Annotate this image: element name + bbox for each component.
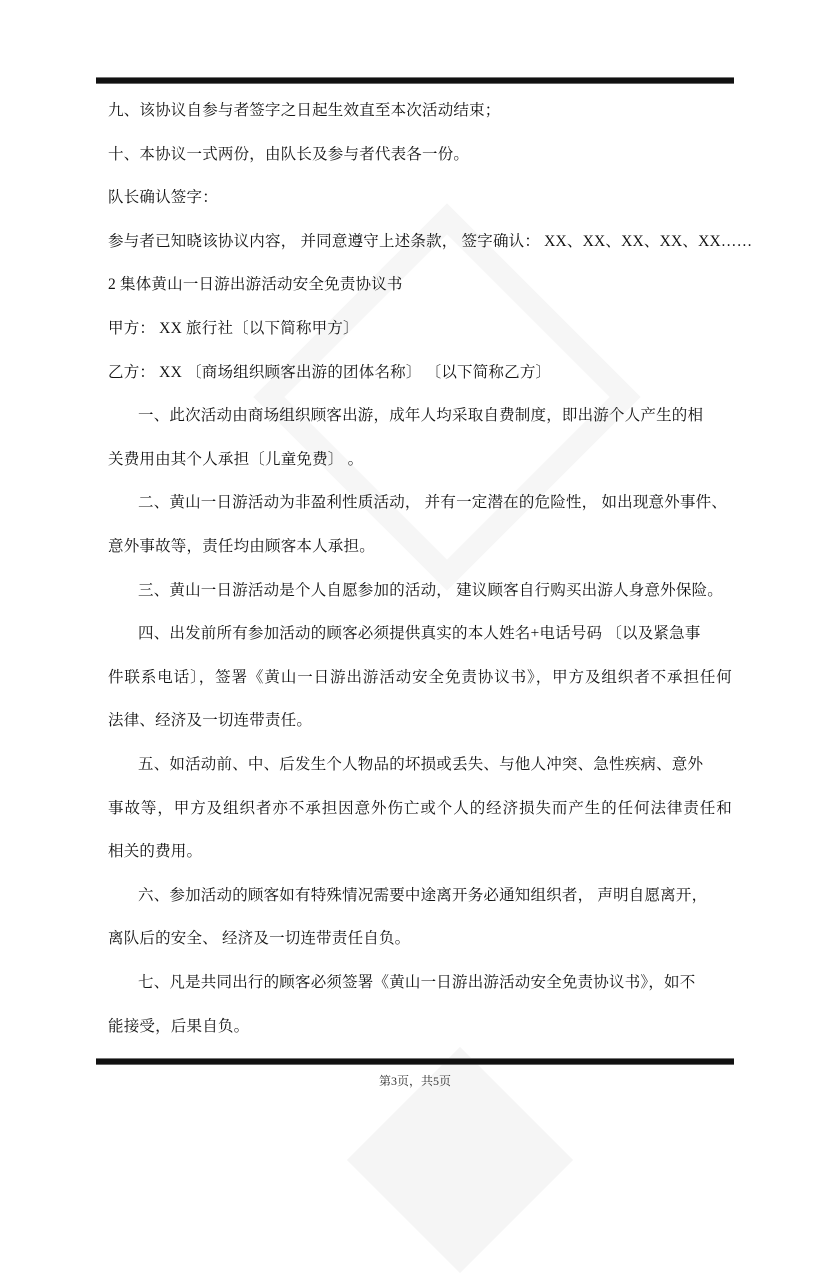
clause-line: 法律、经济及一切连带责任。 xyxy=(108,712,313,730)
clause-line: 件联系电话〕，签署《黄山一日游出游活动安全免责协议书》，甲方及组织者不承担任何 xyxy=(108,668,732,686)
clause-line: 关费用由其个人承担〔儿童免费〕 。 xyxy=(108,450,364,468)
footer-rule xyxy=(96,1058,734,1065)
clause-line: 相关的费用。 xyxy=(108,843,203,861)
clause-line: 离队后的安全、 经济及一切连带责任自负。 xyxy=(108,930,411,948)
text-line: 参与者已知晓该协议内容， 并同意遵守上述条款， 签字确认： XX、XX、XX、XX、XX…… xyxy=(108,232,753,250)
page-number: 第3页，共5页 xyxy=(378,1074,451,1088)
clause-line: 二、黄山一日游活动为非盈利性质活动， 并有一定潜在的危险性， 如出现意外事件、 xyxy=(138,494,728,512)
text-line: 九、该协议自参与者签字之日起生效直至本次活动结束； xyxy=(108,102,501,119)
clause-line: 五、如活动前、中、后发生个人物品的坏损或丢失、与他人冲突、急性疾病、意外 xyxy=(138,756,704,773)
clause-line: 能接受，后果自负。 xyxy=(108,1017,250,1035)
clause-line: 事故等，甲方及组织者亦不承担因意外伤亡或个人的经济损失而产生的任何法律责任和 xyxy=(108,799,732,817)
text-line: 甲方： XX 旅行社〔以下简称甲方〕 xyxy=(108,320,359,337)
watermark xyxy=(253,203,640,590)
clause-line: 意外事故等，责任均由顾客本人承担。 xyxy=(108,538,375,555)
clause-line: 三、黄山一日游活动是个人自愿参加的活动， 建议顾客自行购买出游人身意外保险。 xyxy=(138,581,723,599)
clause-line: 七、凡是共同出行的顾客必须签署《黄山一日游出游活动安全免责协议书》，如不 xyxy=(138,974,696,991)
text-line: 队长确认签字： xyxy=(108,189,218,207)
clause-line: 六、参加活动的顾客如有特殊情况需要中途离开务必通知组织者， 声明自愿离开， xyxy=(138,886,708,904)
text-line: 2 集体黄山一日游出游活动安全免责协议书 xyxy=(108,276,403,294)
text-line: 十、本协议一式两份，由队长及参与者代表各一份。 xyxy=(108,145,470,163)
header-rule xyxy=(96,77,734,84)
clause-line: 一、此次活动由商场组织顾客出游，成年人均采取自费制度，即出游个人产生的相 xyxy=(138,407,704,425)
clause-line: 四、出发前所有参加活动的顾客必须提供真实的本人姓名+电话号码 〔以及紧急事 xyxy=(138,625,701,643)
text-line: 乙方： XX 〔商场组织顾客出游的团体名称〕 〔以下简称乙方〕 xyxy=(108,363,552,381)
